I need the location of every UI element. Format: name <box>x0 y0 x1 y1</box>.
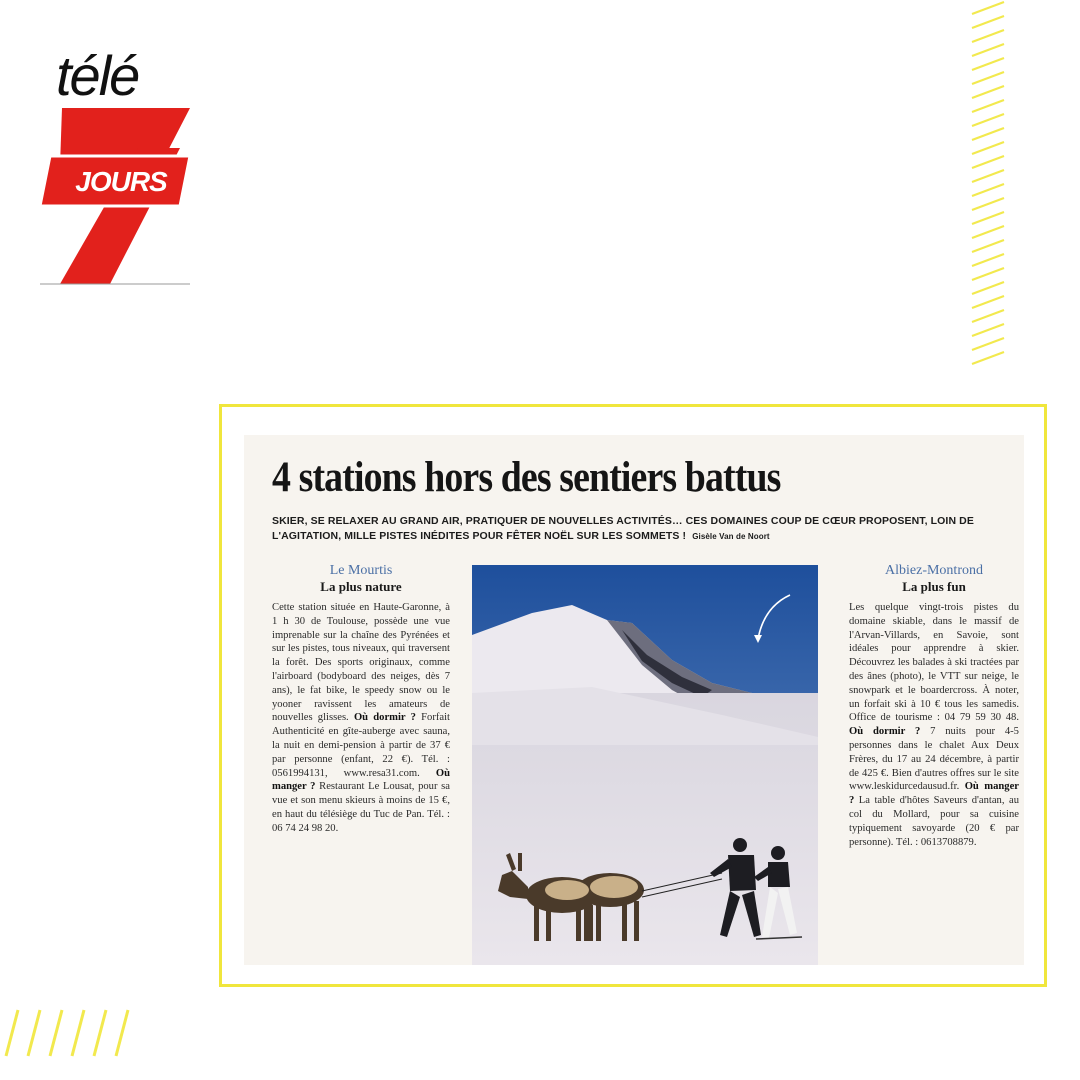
article-standfirst <box>272 514 1012 544</box>
standfirst-text: SKIER, SE RELAXER AU GRAND AIR, PRATIQUER DE NOUVELLES ACTIVITÉS… CES DOMAINES COUP DE CŒUR PROPOSENT, LOIN DE L'AGITATION, MILLE PISTES INÉDITES POUR FÊTER NOËL SUR LES SOMMETS ! <box>272 515 974 542</box>
article-frame <box>219 404 1047 987</box>
paragraph-text: Les quelque vingt-trois pistes du domaine skiable, dans le massif de l'Arvan-Villards, en Savoie, sont idéales pour apprendre à skier. Découvrez les balades à ski tractées par des ânes (photo), le VTT sur neige, le snowpark et le boardercross. À noter, un forfait ski à 10 € tous les samedis. Office de tourisme : 04 79 59 30 48. <box>849 602 1019 724</box>
column-le-mourtis <box>272 563 450 836</box>
eat-text: La table d'hôtes Saveurs d'antan, au col du Mollard, pour sa cuisine typiquement savoyarde (20 € par personne). Tél. : 0613708879. <box>849 795 1019 848</box>
station-tag: La plus nature <box>320 579 402 594</box>
column-albiez-montrond <box>849 563 1019 849</box>
station-description <box>272 601 450 836</box>
article-byline: Gisèle Van de Noort <box>692 532 770 541</box>
station-tag: La plus fun <box>902 579 966 594</box>
sleep-text: Forfait Authenticité en gîte-auberge avec sauna, la nuit en demi-pension à partir de 37 € par personne (enfant, 22 €). Tél. : 0561994131, www.resa31.com. <box>272 712 450 779</box>
decorative-stripes-top <box>968 0 1008 366</box>
eat-label: Où manger ? <box>272 767 450 793</box>
paragraph-text: Cette station située en Haute-Garonne, à 1 h 30 de Toulouse, possède une vue imprenable sur la chaîne des Pyrénées et sur les pistes, tous niveaux, qui traversent la forêt. Des sports originaux, comme l'airboard (bodyboard des neiges, dès 7 ans), le fat bike, le speedy snow ou le yooner ravissent les amateurs de nouvelles glisses. <box>272 602 450 724</box>
decorative-stripes-bottom <box>0 1004 150 1060</box>
station-name: Albiez-Montrond <box>885 563 983 578</box>
sleep-label: Où dormir ? <box>849 726 921 738</box>
logo-tele-text: télé <box>56 44 139 107</box>
eat-text: Restaurant Le Lousat, pour sa vue et son menu skieurs à moins de 15 €, en haut du télésiège du Tuc de Pan. Tél. : 06 74 24 98 20. <box>272 781 450 834</box>
article-headline: 4 stations hors des sentiers battus <box>272 454 781 501</box>
eat-label: Où manger ? <box>849 781 1019 807</box>
logo-jours-text: JOURS <box>75 166 167 197</box>
tele7jours-logo <box>40 44 200 288</box>
sleep-label: Où dormir ? <box>353 712 416 724</box>
article-photo <box>472 565 818 965</box>
sleep-text: 7 nuits pour 4-5 personnes dans le chalet Aux Deux Frères, du 17 au 24 décembre, à partir de 425 €. Bien d'autres offres sur le site www.leskidurcedausud.fr. <box>849 726 1019 793</box>
station-name: Le Mourtis <box>329 563 393 578</box>
station-description <box>849 601 1019 849</box>
press-clipping <box>244 435 1024 965</box>
